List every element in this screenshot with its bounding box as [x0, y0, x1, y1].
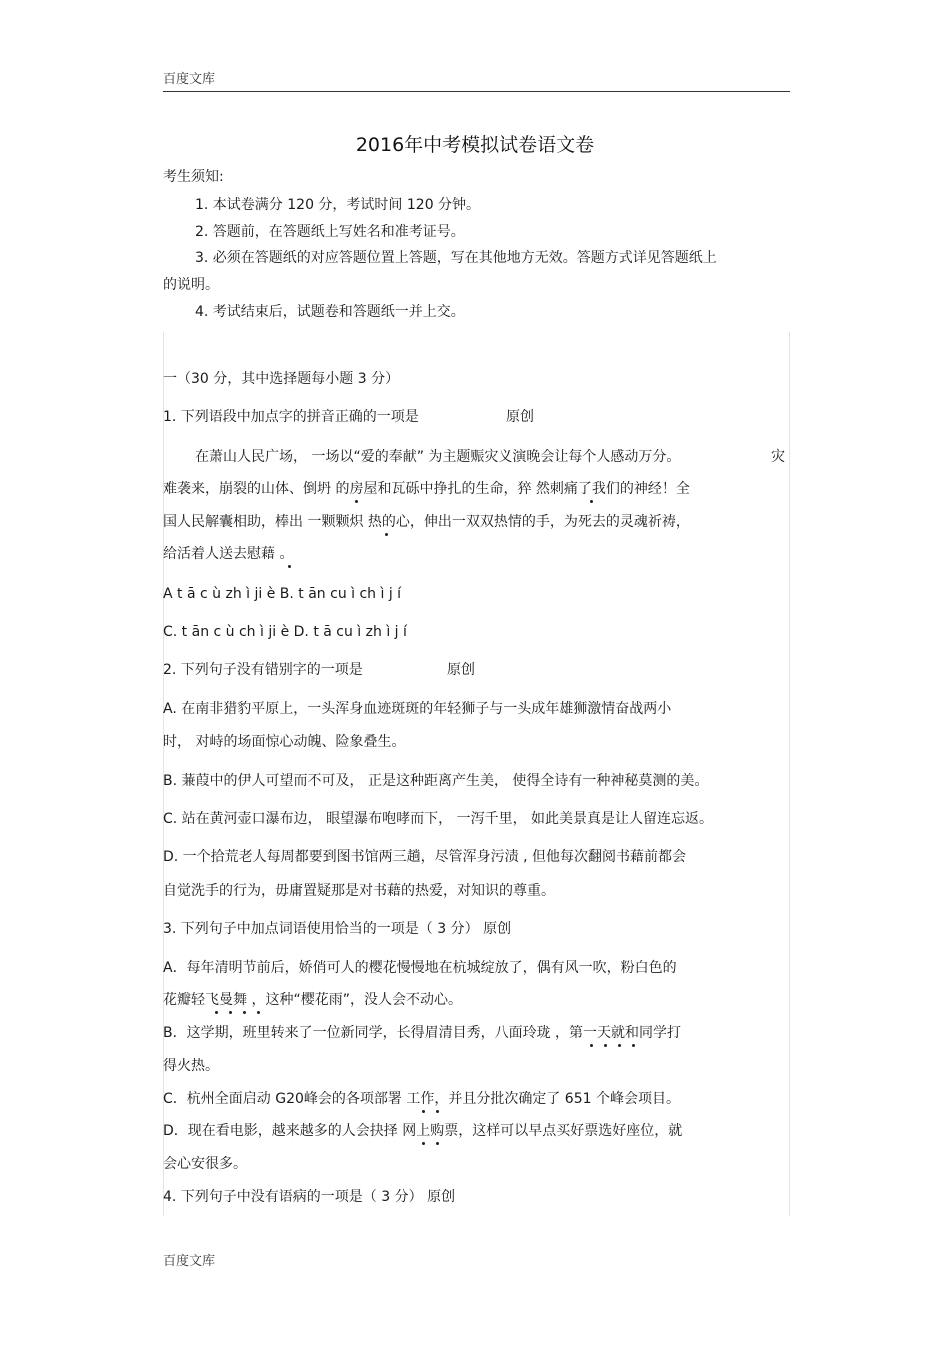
q1-passage-line-4: 给活着人送去慰藉 。 [163, 546, 294, 562]
q1-stem: 1. 下列语段中加点字的拼音正确的一项是 [163, 409, 419, 425]
notice-item-3-cont: 的说明。 [163, 277, 219, 293]
emphasis-dot [288, 565, 291, 568]
emphasis-dot [604, 1044, 607, 1047]
q1-passage-line-2: 难袭来，崩裂的山体、倒坍 的房屋和瓦砾中挣扎的生命，猝 然刺痛了我们的神经！全 [163, 481, 690, 497]
q3-option-c: C．杭州全面启动 G20峰会的各项部署 工作，并且分批次确定了 651 个峰会项目。 [163, 1091, 680, 1107]
q3-stem: 3. 下列句子中加点词语使用恰当的一项是（ 3 分） 原创 [163, 921, 512, 937]
content-border-right [789, 332, 790, 1216]
q2-stem: 2. 下列句子没有错别字的一项是 [163, 662, 363, 678]
page-title: 2016年中考模拟试卷语文卷 [355, 134, 595, 156]
notice-item-2: 2. 答题前，在答题纸上写姓名和准考证号。 [195, 224, 465, 240]
emphasis-dot [590, 1044, 593, 1047]
notice-item-3: 3. 必须在答题纸的对应答题位置上答题，写在其他地方无效。答题方式详见答题纸上 [195, 250, 717, 266]
q2-source: 原创 [447, 662, 475, 678]
q1-option-cd: C. t ān c ù ch ì ji è D. t ā cu ì zh ì j í [163, 624, 407, 640]
q2-option-d: D. 一个拾荒老人每周都要到图书馆两三趟，尽管浑身污渍 , 但他每次翻阅书藉前都会 [163, 849, 687, 865]
q2-option-a: A. 在南非猎豹平原上，一头浑身血迹斑斑的年轻狮子与一头成年雄狮激情奋战两小 [163, 701, 672, 717]
q1-source: 原创 [506, 409, 534, 425]
footer-brand: 百度文库 [163, 1254, 216, 1269]
emphasis-dot [436, 1110, 439, 1113]
emphasis-dot [215, 1011, 218, 1014]
header-divider [163, 91, 790, 92]
notice-item-4: 4. 考试结束后，试题卷和答题纸一并上交。 [195, 304, 465, 320]
q3-option-d: D．现在看电影，越来越多的人会抉择 网上购票，这样可以早点买好票选好座位，就 [163, 1123, 683, 1139]
emphasis-dot [590, 500, 593, 503]
q3-option-a-cont: 花瓣轻飞曼舞 ，这种“樱花雨”，没人会不动心。 [163, 992, 462, 1008]
q2-option-a-cont: 时， 对峙的场面惊心动魄、险象叠生。 [163, 734, 406, 750]
emphasis-dot [436, 1142, 439, 1145]
q2-option-c: C. 站在黄河壶口瀑布边， 眼望瀑布咆哮而下， 一泻千里， 如此美景真是让人留连忘返。 [163, 811, 714, 827]
emphasis-dot [632, 1044, 635, 1047]
emphasis-dot [422, 1110, 425, 1113]
emphasis-dot [385, 533, 388, 536]
emphasis-dot [243, 1011, 246, 1014]
emphasis-dot [257, 1011, 260, 1014]
q1-passage-line-1-end: 灾 [771, 449, 785, 465]
q2-option-d-cont: 自觉洗手的行为，毋庸置疑那是对书藉的热爱，对知识的尊重。 [163, 883, 555, 899]
notice-heading: 考生须知: [163, 169, 224, 185]
emphasis-dot [618, 1044, 621, 1047]
q1-option-ab: A t ā c ù zh ì ji è B. t ān cu ì ch ì j í [163, 586, 402, 602]
header-brand: 百度文库 [163, 72, 216, 87]
q1-passage-line-3: 国人民解囊相助，棒出 一颗颗炽 热的心，伸出一双双热情的手，为死去的灵魂祈祷， [163, 514, 690, 530]
notice-item-1: 1. 本试卷满分 120 分，考试时间 120 分钟。 [195, 197, 481, 213]
q3-option-a: A．每年清明节前后，娇俏可人的樱花慢慢地在杭城绽放了，偶有风一吹，粉白色的 [163, 960, 677, 976]
emphasis-dot [355, 500, 358, 503]
q2-option-b: B. 蒹葭中的伊人可望而不可及， 正是这种距离产生美， 使得全诗有一种神秘莫测的美。 [163, 773, 709, 789]
q3-option-b-cont: 得火热。 [163, 1058, 219, 1074]
q1-passage-line-1: 在萧山人民广场， 一场以“爱的奉献” 为主题赈灾义演晚会让每个人感动万分。 [195, 449, 681, 465]
q3-option-d-cont: 会心安很多。 [163, 1156, 247, 1172]
q4-stem: 4. 下列句子中没有语病的一项是（ 3 分） 原创 [163, 1189, 456, 1205]
section-heading: 一（30 分，其中选择题每小题 3 分） [163, 371, 400, 387]
emphasis-dot [422, 1142, 425, 1145]
q3-option-b: B．这学期，班里转来了一位新同学，长得眉清目秀，八面玲珑 ，第一天就和同学打 [163, 1025, 682, 1041]
emphasis-dot [229, 1011, 232, 1014]
